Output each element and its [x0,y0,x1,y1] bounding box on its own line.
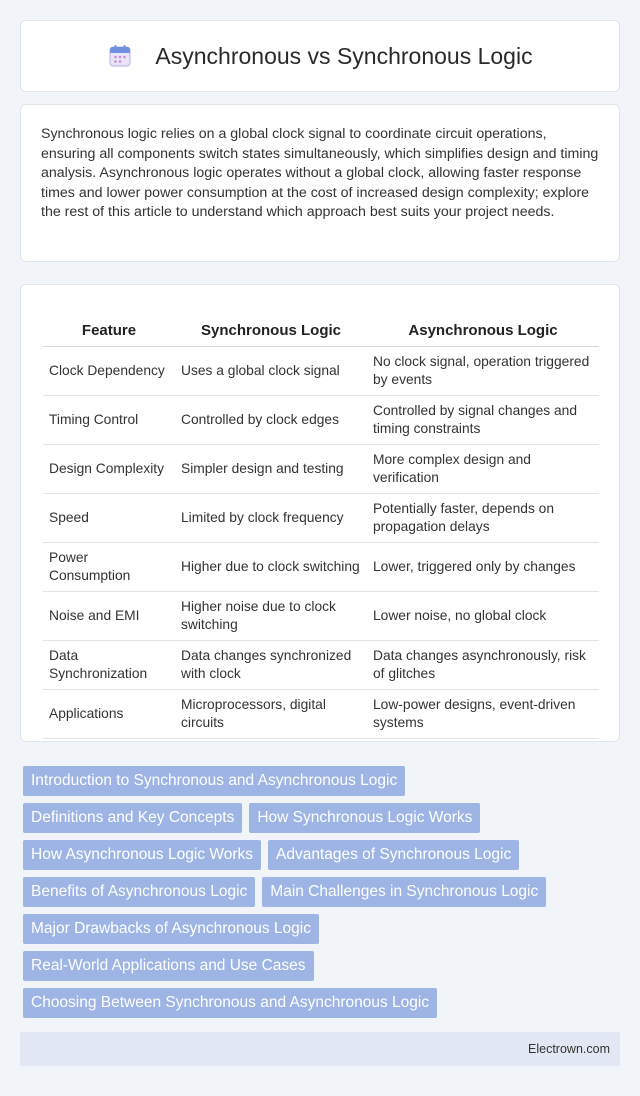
table-header-row [43,305,599,347]
topic-link-row [23,988,623,1018]
table-cell-asynchronous: Lower noise, no global clock [367,592,599,641]
topic-link-drawbacks-asynchronous[interactable]: Major Drawbacks of Asynchronous Logic [23,914,319,944]
topic-link-benefits-asynchronous[interactable]: Benefits of Asynchronous Logic [23,877,255,907]
title-card [20,20,620,92]
topic-link-applications[interactable]: Real-World Applications and Use Cases [23,951,314,981]
topic-link-introduction[interactable]: Introduction to Synchronous and Asynchronous Logic [23,766,405,796]
table-cell-synchronous: Data changes synchronized with clock [175,641,367,690]
topic-link-row [23,877,623,907]
calendar-icon [107,43,133,69]
table-row [43,494,599,543]
topic-link-how-asynchronous-works[interactable]: How Asynchronous Logic Works [23,840,261,870]
table-cell-feature: Timing Control [43,396,175,445]
table-cell-feature: Power Consumption [43,543,175,592]
topic-link-how-synchronous-works[interactable]: How Synchronous Logic Works [249,803,480,833]
topic-link-choosing[interactable]: Choosing Between Synchronous and Asynchronous Logic [23,988,437,1018]
table-cell-synchronous: Controlled by clock edges [175,396,367,445]
table-cell-feature: Noise and EMI [43,592,175,641]
table-row [43,641,599,690]
table-cell-synchronous: Uses a global clock signal [175,347,367,396]
topic-link-definitions[interactable]: Definitions and Key Concepts [23,803,242,833]
table-cell-asynchronous: Data changes asynchronously, risk of glitches [367,641,599,690]
table-cell-asynchronous: No clock signal, operation triggered by events [367,347,599,396]
footer-brand[interactable]: Electrown.com [528,1042,610,1056]
table-cell-asynchronous: Controlled by signal changes and timing constraints [367,396,599,445]
comparison-table-card [20,284,620,742]
topic-link-row [23,840,623,870]
footer [20,1032,620,1066]
column-header-asynchronous: Asynchronous Logic [367,305,599,347]
table-cell-feature: Data Synchronization [43,641,175,690]
page-title: Asynchronous vs Synchronous Logic [155,42,533,69]
intro-text: Synchronous logic relies on a global clock signal to coordinate circuit operations, ensuring all components switch states simultaneously, which simplifies design and timing analysis. Asynchronous logic operates without a global clock, allowing faster response times and lower power consumption at the cost of increased design complexity; explore the rest of this article to understand which approach best suits your project needs. [41,126,599,220]
table-row [43,543,599,592]
topic-link-row [23,766,623,796]
column-header-feature: Feature [43,305,175,347]
topic-link-row [23,914,623,944]
topic-link-challenges-synchronous[interactable]: Main Challenges in Synchronous Logic [262,877,546,907]
table-cell-asynchronous: Potentially faster, depends on propagation delays [367,494,599,543]
table-cell-asynchronous: More complex design and verification [367,445,599,494]
table-cell-feature: Design Complexity [43,445,175,494]
table-cell-synchronous: Higher noise due to clock switching [175,592,367,641]
topic-link-row [23,951,623,981]
intro-card [20,104,620,262]
table-cell-feature: Speed [43,494,175,543]
table-row [43,592,599,641]
table-row [43,396,599,445]
table-cell-asynchronous: Lower, triggered only by changes [367,543,599,592]
comparison-table [43,305,599,739]
table-row [43,690,599,739]
topic-link-row [23,803,623,833]
table-row [43,445,599,494]
table-cell-feature: Clock Dependency [43,347,175,396]
table-row [43,347,599,396]
table-cell-synchronous: Microprocessors, digital circuits [175,690,367,739]
column-header-synchronous: Synchronous Logic [175,305,367,347]
topic-links [23,766,623,1025]
table-cell-synchronous: Higher due to clock switching [175,543,367,592]
topic-link-advantages-synchronous[interactable]: Advantages of Synchronous Logic [268,840,519,870]
table-cell-synchronous: Simpler design and testing [175,445,367,494]
table-cell-feature: Applications [43,690,175,739]
table-cell-synchronous: Limited by clock frequency [175,494,367,543]
table-cell-asynchronous: Low-power designs, event-driven systems [367,690,599,739]
